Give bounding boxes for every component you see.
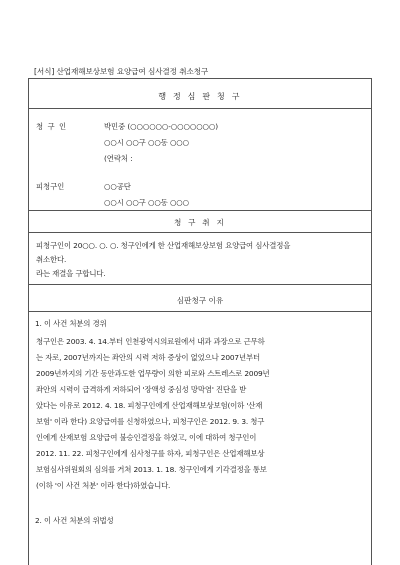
paragraph-line: (이하 '이 사건 처분' 이라 한다)하였습니다.	[36, 481, 171, 490]
reason-heading: 심판청구 이유	[176, 296, 224, 305]
purpose-heading: 청 구 취 지	[174, 218, 226, 227]
section-title: 1. 이 사건 처분의 경위	[35, 319, 107, 328]
claimant-contact: (연락처 :	[104, 154, 133, 163]
document-title: 행 정 심 판 청 구	[158, 92, 242, 101]
paragraph-line: 2009년까지의 기간 동안과도한 업무량이 의한 피로와 스트레스로 2009년	[36, 369, 270, 378]
paragraph-line: 보험심사위원회의 심의를 거쳐 2013. 1. 18. 청구인에게 기각결정을 통보	[36, 465, 267, 474]
parties-divider	[28, 210, 372, 211]
respondent-name: ○○공단	[104, 182, 131, 191]
paragraph-line: 2012. 11. 22. 피청구인에게 심사청구를 하자, 피청구인은 산업재해보상	[36, 449, 265, 458]
respondent-label: 피청구인	[36, 182, 65, 191]
purpose-line: 라는 재결을 구합니다.	[36, 269, 106, 278]
purpose-end-divider	[28, 284, 372, 285]
form-title: [서식] 산업재해보상보험 요양급여 심사결정 취소청구	[34, 67, 209, 76]
paragraph-line: 보험' 이라 한다) 요양급여를 신청하였으나, 피청구인은 2012. 9. 3. 청구	[36, 417, 265, 426]
title-divider	[28, 108, 372, 109]
claimant-label: 청 구 인	[36, 122, 68, 131]
section-title: 2. 이 사건 처분의 위법성	[35, 516, 114, 525]
paragraph-line: 았다는 이유로 2012. 4. 18. 피청구인에게 산업재해보상보험(이하 '산재	[36, 401, 263, 410]
paragraph-line: 는 자로, 2007년까지는 좌안의 시력 저하 증상이 없었으나 2007년부터	[36, 353, 260, 362]
reason-divider	[28, 311, 372, 312]
claimant-address: ○○시 ○○구 ○○동 ○○○	[104, 138, 190, 147]
paragraph-line: 좌안의 시력이 급격하게 저하되어 '장액성 중심성 망막염' 진단을 받	[36, 385, 247, 394]
paragraph-line: 청구인은 2003. 4. 14.부터 인천광역시의료원에서 내과 과장으로 근무하	[36, 337, 265, 346]
purpose-line: 피청구인이 20○○. ○. ○. 청구인에게 한 산업재해보상보험 요양급여 심사결정을	[36, 241, 291, 250]
purpose-divider	[28, 232, 372, 233]
purpose-line: 취소한다.	[36, 255, 67, 264]
claimant-name: 박민중 (○○○○○○-○○○○○○○)	[104, 122, 219, 131]
respondent-address: ○○시 ○○구 ○○동 ○○○	[104, 198, 190, 207]
paragraph-line: 인에게 산재보험 요양급여 불승인결정을 하였고, 이에 대하여 청구인이	[36, 433, 257, 442]
